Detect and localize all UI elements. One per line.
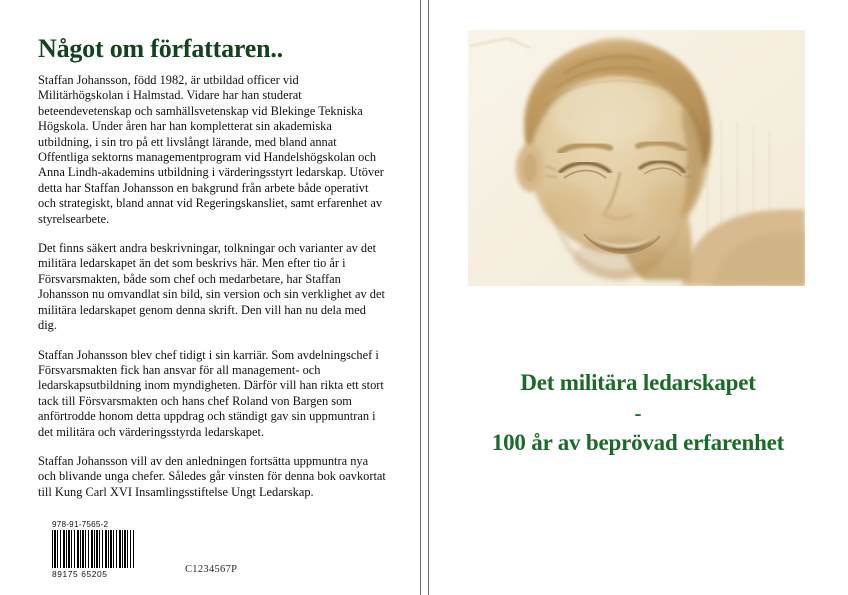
title-separator: - <box>634 401 642 425</box>
title-line-2: 100 år av beprövad erfarenhet <box>491 430 785 455</box>
front-cover-panel <box>428 0 848 595</box>
back-cover-panel <box>0 0 420 595</box>
bio-paragraph: Staffan Johansson blev chef tidigt i sin karriär. Som avdelningschef i Försvarsmakten fick han ansvar för all management- och ledarskapsutbildning inom myndigheten. Därför vill han rikta ett stort tack till Försvarsmakten och hans chef Roland von Bargen som anförtrodde honom detta uppdrag och ständigt gav sin uppmuntran i det militära och värderingsstyrda ledarskapet. <box>38 347 384 439</box>
front-cover-title <box>438 368 838 458</box>
spine-fold-line-left <box>420 0 421 595</box>
barcode-block <box>52 519 134 579</box>
title-line-1: Det militära ledarskapet <box>520 370 756 395</box>
barcode-isbn-label: 978-91-7565-2 <box>52 520 109 529</box>
print-code: C1234567P <box>185 564 238 575</box>
author-bio <box>38 73 386 514</box>
author-portrait-photo <box>468 30 805 286</box>
back-cover-heading: Något om författaren.. <box>38 34 283 63</box>
bio-paragraph: Det finns säkert andra beskrivningar, tolkningar och varianter av det militära ledarskapet än det som beskrivs här. Men efter tio år i Försvarsmakten, både som chef och medarbetare, har Staffan Johansson nu omvandlat sin bild, sin version och sin verklighet av det militära ledarskapet genom denna skrift. Den vill han nu dela med dig. <box>38 241 385 333</box>
bio-paragraph: Staffan Johansson, född 1982, är utbildad officer vid Militärhögskolan i Halmstad. Vidare har han studerat beteendevetenskap och samhällsvetenskap vid Blekinge Tekniska Högskola. Under åren har han kompletterat sin akademiska utbildning, i sin tro på ett livslångt lärande, med bland annat Offentliga sektorns managementprogram vid Handelshögskolan och Anna Lindh-akademins utbildning i värderingsstyrt ledarskap. Utöver detta har Staffan Johansson en bakgrund från arbete både operativt och strategiskt, bland annat vid Regeringskansliet, samt erfarenhet av styrelsearbete. <box>38 73 384 226</box>
barcode-digits: 89175 65205 <box>52 569 108 579</box>
bio-paragraph: Staffan Johansson vill av den anledningen fortsätta uppmuntra nya och blivande unga chefer. Således går vinsten för denna bok oavkortat till Kung Carl XVI Insamlingsstiftelse Ungt Ledarskap. <box>38 453 386 499</box>
barcode-icon <box>52 530 134 568</box>
